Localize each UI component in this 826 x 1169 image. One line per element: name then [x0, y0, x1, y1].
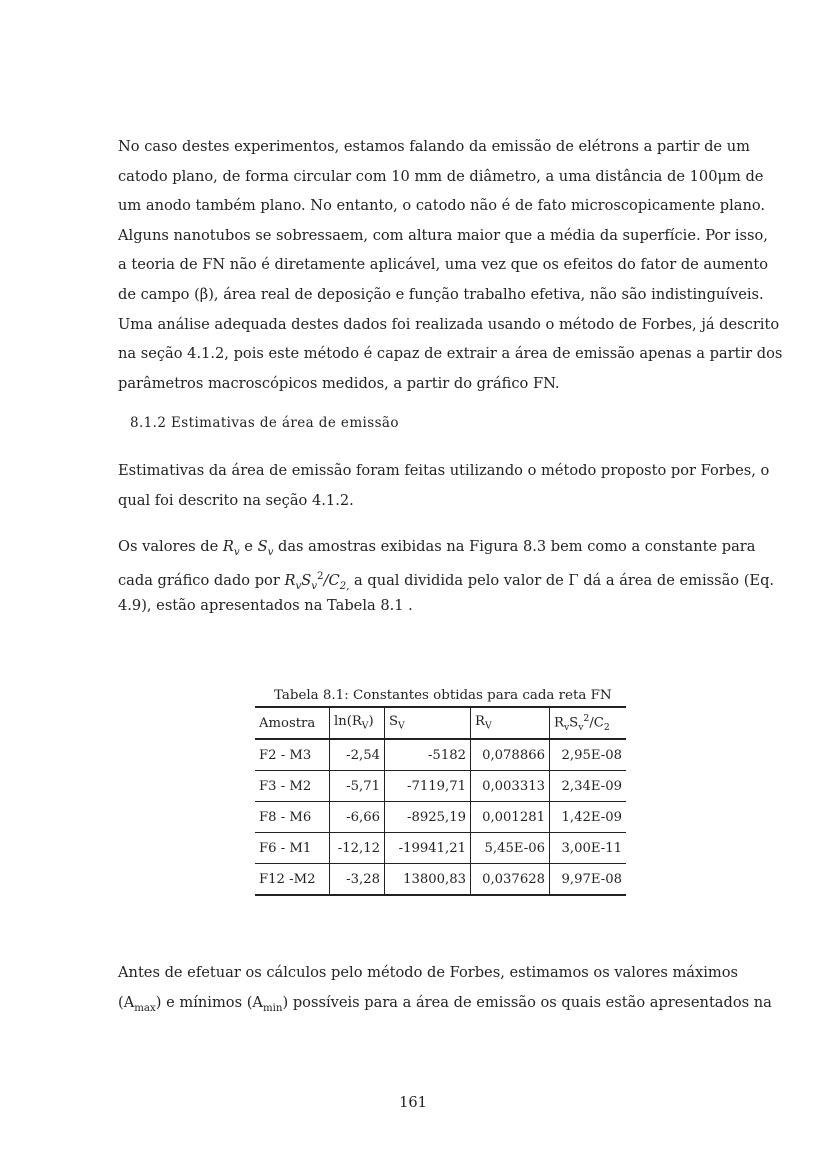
cell-rv: 5,45E-06 [471, 833, 550, 864]
cell-sv: -19941,21 [385, 833, 471, 864]
cell-amostra: F2 - M3 [255, 739, 330, 771]
cell-sv: -8925,19 [385, 802, 471, 833]
cell-ln-rv: -3,28 [330, 864, 385, 896]
header-amostra: Amostra [255, 707, 330, 739]
paragraph-2 [118, 456, 770, 515]
text-line: Alguns nanotubos se sobressaem, com altura maior que a média da superfície. Por isso, [118, 226, 768, 244]
constants-table [255, 706, 626, 896]
cell-constant: 2,34E-09 [550, 771, 627, 802]
text-line: 4.9), estão apresentados na Tabela 8.1 . [118, 597, 413, 615]
header-ln-rv: $\ln(R_V)$ [330, 707, 385, 739]
cell-rv: 0,078866 [471, 739, 550, 771]
section-heading: 8.1.2 Estimativas de área de emissão [130, 415, 399, 431]
cell-constant: 2,95E-08 [550, 739, 627, 771]
table-caption: Tabela 8.1: Constantes obtidas para cada reta FN [274, 688, 612, 703]
cell-ln-rv: -12,12 [330, 833, 385, 864]
text-line: cada gráfico dado por $R_vS_v^2/C_{2,}$ a qual dividida pelo valor de Γ dá a área de emissão (Eq. [118, 570, 775, 592]
header-constant: $R_vS_v^2/C_2$ [550, 707, 627, 739]
cell-constant: 3,00E-11 [550, 833, 627, 864]
text-line: Uma análise adequada destes dados foi realizada usando o método de Forbes, já descrito [118, 315, 780, 333]
table-row [255, 833, 626, 864]
cell-rv: 0,037628 [471, 864, 550, 896]
cell-ln-rv: -2,54 [330, 739, 385, 771]
cell-constant: 9,97E-08 [550, 864, 627, 896]
cell-rv: 0,003313 [471, 771, 550, 802]
cell-amostra: F6 - M1 [255, 833, 330, 864]
text-line: $(A_{max})$ e mínimos $(A_{min})$ possíveis para a área de emissão os quais estão apresentados na [118, 993, 772, 1014]
cell-amostra: F12 -M2 [255, 864, 330, 896]
text-line: a teoria de FN não é diretamente aplicável, uma vez que os efeitos do fator de aumento [118, 256, 769, 274]
text-line: No caso destes experimentos, estamos falando da emissão de elétrons a partir de um [118, 138, 750, 155]
table-row [255, 739, 626, 771]
cell-sv: -5182 [385, 739, 471, 771]
text-line: parâmetros macroscópicos medidos, a partir do gráfico FN. [118, 374, 560, 392]
cell-sv: 13800,83 [385, 864, 471, 896]
text-line: na seção 4.1.2, pois este método é capaz de extrair a área de emissão apenas a partir dos [118, 345, 783, 363]
header-rv: $R_V$ [471, 707, 550, 739]
text-line: de campo (β), área real de deposição e função trabalho efetiva, não são indistinguíveis. [118, 285, 764, 303]
paragraph-3 [118, 532, 775, 621]
cell-amostra: F3 - M2 [255, 771, 330, 802]
cell-rv: 0,001281 [471, 802, 550, 833]
text-line: um anodo também plano. No entanto, o catodo não é de fato microscopicamente plano. [118, 197, 766, 215]
text-line: qual foi descrito na seção 4.1.2. [118, 491, 354, 509]
table-row [255, 802, 626, 833]
table-header-row [255, 707, 626, 739]
cell-constant: 1,42E-09 [550, 802, 627, 833]
header-sv: $S_V$ [385, 707, 471, 739]
text-line: catodo plano, de forma circular com 10 mm de diâmetro, a uma distância de 100μm de [118, 167, 764, 185]
text-line: Os valores de $R_v$ e $S_v$ das amostras exibidas na Figura 8.3 bem como a constante para [118, 538, 756, 558]
page-number: 161 [399, 1094, 427, 1111]
table-row [255, 771, 626, 802]
text-line: Estimativas da área de emissão foram feitas utilizando o método proposto por Forbes, o [118, 462, 770, 479]
cell-ln-rv: -5,71 [330, 771, 385, 802]
paragraph-4 [118, 958, 772, 1017]
cell-sv: -7119,71 [385, 771, 471, 802]
text-line: Antes de efetuar os cálculos pelo método de Forbes, estimamos os valores máximos [118, 964, 739, 981]
cell-amostra: F8 - M6 [255, 802, 330, 833]
paragraph-1 [118, 132, 783, 398]
table-row [255, 864, 626, 896]
cell-ln-rv: -6,66 [330, 802, 385, 833]
